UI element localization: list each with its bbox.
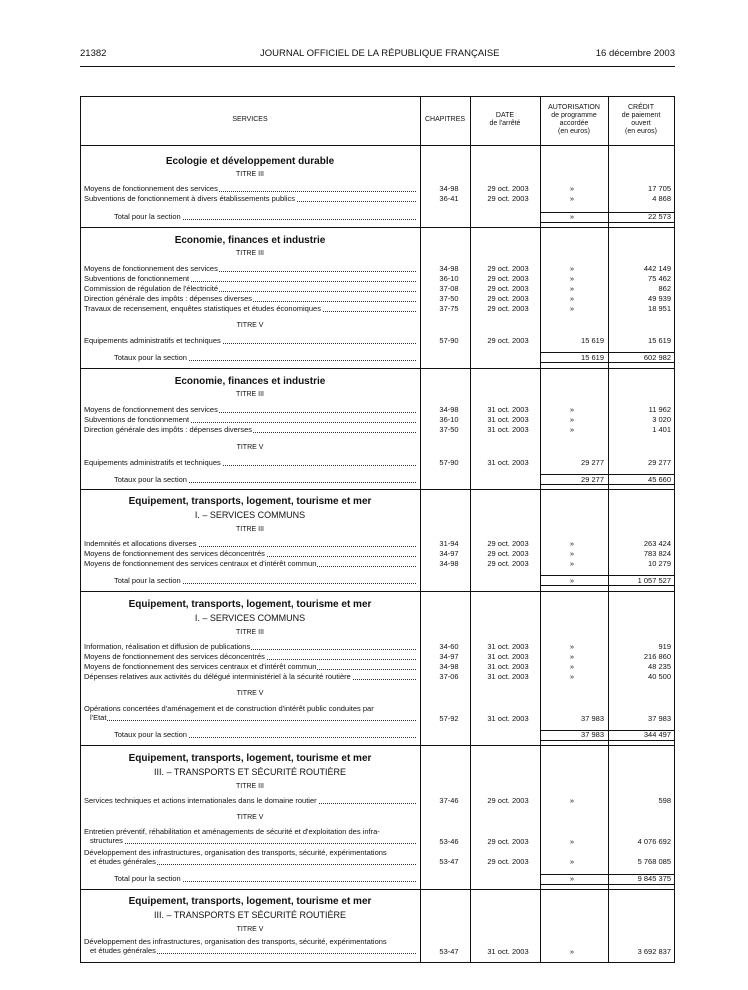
row-cp: 919 (658, 642, 671, 651)
total-ap: » (569, 576, 575, 585)
titre-label: TITRE III (236, 526, 264, 533)
row-ap: » (569, 662, 575, 671)
total-ap: » (569, 212, 575, 221)
row-ap: » (569, 304, 575, 313)
row-date: 29 oct. 2003 (487, 304, 529, 313)
row-label: Moyens de fonctionnement des services (84, 405, 218, 414)
row-chapitre: 37-50 (439, 294, 459, 303)
section-title: Equipement, transports, logement, tourisme et mer (128, 599, 372, 610)
row-ap: » (569, 194, 575, 203)
row-ap: » (569, 539, 575, 548)
row-ap: » (569, 184, 575, 193)
row-chapitre: 34-97 (439, 549, 459, 558)
row-chapitre: 34-98 (439, 559, 459, 568)
row-label: Moyens de fonctionnement des services déconcentrés (84, 652, 265, 661)
issue-date: 16 décembre 2003 (595, 48, 675, 59)
row-ap: » (569, 425, 575, 434)
row-ap: » (569, 672, 575, 681)
row-label: Commission de régulation de l'électricité (84, 284, 218, 293)
row-date: 31 oct. 2003 (487, 672, 529, 681)
section-rule (80, 889, 675, 890)
journal-title: JOURNAL OFFICIEL DE LA RÉPUBLIQUE FRANÇAISE (260, 48, 500, 59)
row-label: Subventions de fonctionnement à divers établissements publics (84, 194, 295, 203)
row-chapitre: 34-60 (439, 642, 459, 651)
row-chapitre: 53-46 (439, 837, 459, 846)
row-date: 31 oct. 2003 (487, 714, 529, 723)
row-chapitre: 37-50 (439, 425, 459, 434)
row-ap: » (569, 294, 575, 303)
row-cp: 1 401 (652, 425, 671, 434)
total-cp: 1 057 527 (637, 576, 671, 585)
total-label: Total pour la section (114, 212, 181, 221)
row-label: Dépenses relatives aux activités du délégué interministériel à la sécurité routière (84, 672, 351, 681)
row-label: Subventions de fonctionnement (84, 415, 190, 424)
row-label-line1: Développement des infrastructures, organisation des transports, sécurité, expérimentations (84, 937, 387, 946)
row-cp: 4 868 (652, 194, 671, 203)
total-cp: 9 845 375 (637, 874, 671, 883)
total-cp: 344 497 (643, 730, 671, 739)
titre-label: TITRE III (236, 783, 264, 790)
row-date: 31 oct. 2003 (487, 405, 529, 414)
row-chapitre: 53-47 (439, 857, 459, 866)
row-cp: 5 768 085 (637, 857, 671, 866)
row-cp: 598 (658, 796, 671, 805)
total-cp: 45 660 (648, 475, 671, 484)
row-chapitre: 34-98 (439, 264, 459, 273)
titre-label: TITRE V (236, 322, 264, 329)
row-cp: 37 983 (648, 714, 671, 723)
row-date: 29 oct. 2003 (487, 284, 529, 293)
titre-label: TITRE III (236, 391, 264, 398)
row-cp: 17 705 (648, 184, 671, 193)
row-chapitre: 53-47 (439, 947, 459, 956)
row-ap: » (569, 274, 575, 283)
total-cp: 22 573 (648, 212, 671, 221)
row-date: 31 oct. 2003 (487, 652, 529, 661)
row-cp: 11 962 (648, 405, 671, 414)
total-label: Total pour la section (114, 874, 181, 883)
row-cp: 216 860 (643, 652, 671, 661)
col-header-autorisation: AUTORISATION de programme accordée (en euros) (548, 104, 600, 135)
row-chapitre: 36-41 (439, 194, 459, 203)
row-label: Direction générale des impôts : dépenses diverses (84, 425, 253, 434)
total-label: Totaux pour la section (114, 353, 187, 362)
page-number: 21382 (80, 48, 107, 59)
row-label-line1: Développement des infrastructures, organisation des transports, sécurité, expérimentations (84, 848, 387, 857)
row-date: 29 oct. 2003 (487, 857, 529, 866)
col-header-services: SERVICES (232, 116, 268, 123)
section-subtitle: I. – SERVICES COMMUNS (194, 613, 306, 623)
row-ap: » (569, 642, 575, 651)
row-date: 29 oct. 2003 (487, 184, 529, 193)
row-label: Moyens de fonctionnement des services (84, 264, 218, 273)
section-title: Equipement, transports, logement, tourisme et mer (128, 896, 372, 907)
titre-label: TITRE III (236, 629, 264, 636)
row-ap: 15 619 (581, 336, 604, 345)
row-label: Moyens de fonctionnement des services (84, 184, 218, 193)
row-label: Moyens de fonctionnement des services centraux et d'intérêt commun (84, 559, 317, 568)
row-cp: 3 020 (652, 415, 671, 424)
row-date: 29 oct. 2003 (487, 837, 529, 846)
row-cp: 15 619 (648, 336, 671, 345)
row-chapitre: 34-98 (439, 662, 459, 671)
row-cp: 263 424 (643, 539, 671, 548)
row-ap: » (569, 559, 575, 568)
row-label-line1: Opérations concertées d'aménagement et de construction d'intérêt public conduites par (84, 704, 374, 713)
row-cp: 442 149 (643, 264, 671, 273)
row-ap: » (569, 264, 575, 273)
row-date: 29 oct. 2003 (487, 796, 529, 805)
total-ap: 37 983 (581, 730, 604, 739)
row-chapitre: 37-46 (439, 796, 459, 805)
row-cp: 48 235 (648, 662, 671, 671)
row-cp: 3 692 837 (637, 947, 671, 956)
row-date: 31 oct. 2003 (487, 458, 529, 467)
section-rule (80, 745, 675, 746)
row-chapitre: 57-92 (439, 714, 459, 723)
row-label-line2: l'Etat (90, 713, 107, 722)
header-bottom-rule (80, 145, 675, 146)
row-date: 31 oct. 2003 (487, 425, 529, 434)
col-header-credit: CRÉDIT de paiement ouvert (en euros) (621, 104, 661, 135)
row-date: 29 oct. 2003 (487, 559, 529, 568)
row-cp: 40 500 (648, 672, 671, 681)
row-label-line1: Entretien préventif, réhabilitation et aménagements de sécurité et d'exploitation des infra- (84, 827, 380, 836)
row-ap: 29 277 (581, 458, 604, 467)
section-title: Equipement, transports, logement, tourisme et mer (128, 496, 372, 507)
row-date: 29 oct. 2003 (487, 539, 529, 548)
row-label: Equipements administratifs et techniques (84, 458, 221, 467)
row-cp: 10 279 (648, 559, 671, 568)
section-title: Ecologie et développement durable (165, 156, 335, 167)
section-title: Economie, finances et industrie (174, 376, 326, 387)
total-label: Totaux pour la section (114, 730, 187, 739)
row-date: 29 oct. 2003 (487, 274, 529, 283)
row-label: Indemnités et allocations diverses (84, 539, 197, 548)
section-subtitle: I. – SERVICES COMMUNS (194, 510, 306, 520)
row-cp: 49 939 (648, 294, 671, 303)
row-date: 29 oct. 2003 (487, 264, 529, 273)
row-date: 29 oct. 2003 (487, 549, 529, 558)
row-chapitre: 37-06 (439, 672, 459, 681)
row-chapitre: 37-75 (439, 304, 459, 313)
row-label: Moyens de fonctionnement des services déconcentrés (84, 549, 265, 558)
row-chapitre: 36-10 (439, 274, 459, 283)
section-subtitle: III. – TRANSPORTS ET SÉCURITÉ ROUTIÈRE (153, 767, 347, 777)
total-ap: 15 619 (581, 353, 604, 362)
row-chapitre: 37-08 (439, 284, 459, 293)
total-label: Total pour la section (114, 576, 181, 585)
credits-table (80, 96, 675, 963)
total-label: Totaux pour la section (114, 475, 187, 484)
row-label: Direction générale des impôts : dépenses diverses (84, 294, 253, 303)
titre-label: TITRE V (236, 814, 264, 821)
titre-label: TITRE V (236, 690, 264, 697)
row-cp: 18 951 (648, 304, 671, 313)
row-ap: » (569, 415, 575, 424)
section-rule (80, 227, 675, 228)
total-ap: » (569, 874, 575, 883)
row-ap: » (569, 549, 575, 558)
row-date: 29 oct. 2003 (487, 336, 529, 345)
section-rule (80, 489, 675, 490)
row-chapitre: 31-94 (439, 539, 459, 548)
row-date: 31 oct. 2003 (487, 642, 529, 651)
row-ap: » (569, 796, 575, 805)
header-rule (80, 66, 675, 67)
row-date: 31 oct. 2003 (487, 947, 529, 956)
row-chapitre: 34-98 (439, 184, 459, 193)
row-cp: 783 824 (643, 549, 671, 558)
section-rule (80, 368, 675, 369)
page-header (80, 48, 675, 62)
row-date: 29 oct. 2003 (487, 194, 529, 203)
row-cp: 75 462 (648, 274, 671, 283)
row-date: 29 oct. 2003 (487, 294, 529, 303)
row-chapitre: 57-90 (439, 458, 459, 467)
row-ap: 37 983 (581, 714, 604, 723)
row-label: Services techniques et actions internationales dans le domaine routier (84, 796, 317, 805)
titre-label: TITRE V (236, 926, 264, 933)
row-label: Travaux de recensement, enquêtes statistiques et études économiques (84, 304, 321, 313)
row-cp: 4 076 692 (637, 837, 671, 846)
section-title: Equipement, transports, logement, tourisme et mer (128, 753, 372, 764)
row-date: 31 oct. 2003 (487, 415, 529, 424)
col-header-date: DATE de l'arrêté (489, 112, 521, 127)
row-ap: » (569, 837, 575, 846)
section-subtitle: III. – TRANSPORTS ET SÉCURITÉ ROUTIÈRE (153, 910, 347, 920)
row-label: Equipements administratifs et techniques (84, 336, 221, 345)
row-ap: » (569, 284, 575, 293)
titre-label: TITRE V (236, 444, 264, 451)
row-cp: 862 (658, 284, 671, 293)
row-label-line2: et études générales (90, 857, 156, 866)
row-chapitre: 34-98 (439, 405, 459, 414)
row-ap: » (569, 405, 575, 414)
row-cp: 29 277 (648, 458, 671, 467)
row-label-line2: et études générales (90, 946, 156, 955)
row-chapitre: 57-90 (439, 336, 459, 345)
row-ap: » (569, 947, 575, 956)
row-ap: » (569, 652, 575, 661)
section-rule (80, 591, 675, 592)
row-date: 31 oct. 2003 (487, 662, 529, 671)
titre-label: TITRE III (236, 171, 264, 178)
section-title: Economie, finances et industrie (174, 235, 326, 246)
row-chapitre: 36-10 (439, 415, 459, 424)
total-cp: 602 982 (643, 353, 671, 362)
total-ap: 29 277 (581, 475, 604, 484)
titre-label: TITRE III (236, 250, 264, 257)
col-header-chapitres: CHAPITRES (424, 116, 466, 123)
row-label: Moyens de fonctionnement des services centraux et d'intérêt commun (84, 662, 317, 671)
row-ap: » (569, 857, 575, 866)
row-label: Subventions de fonctionnement (84, 274, 190, 283)
row-chapitre: 34-97 (439, 652, 459, 661)
row-label: Information, réalisation et diffusion de publications (84, 642, 251, 651)
row-label-line2: structures (90, 836, 123, 845)
